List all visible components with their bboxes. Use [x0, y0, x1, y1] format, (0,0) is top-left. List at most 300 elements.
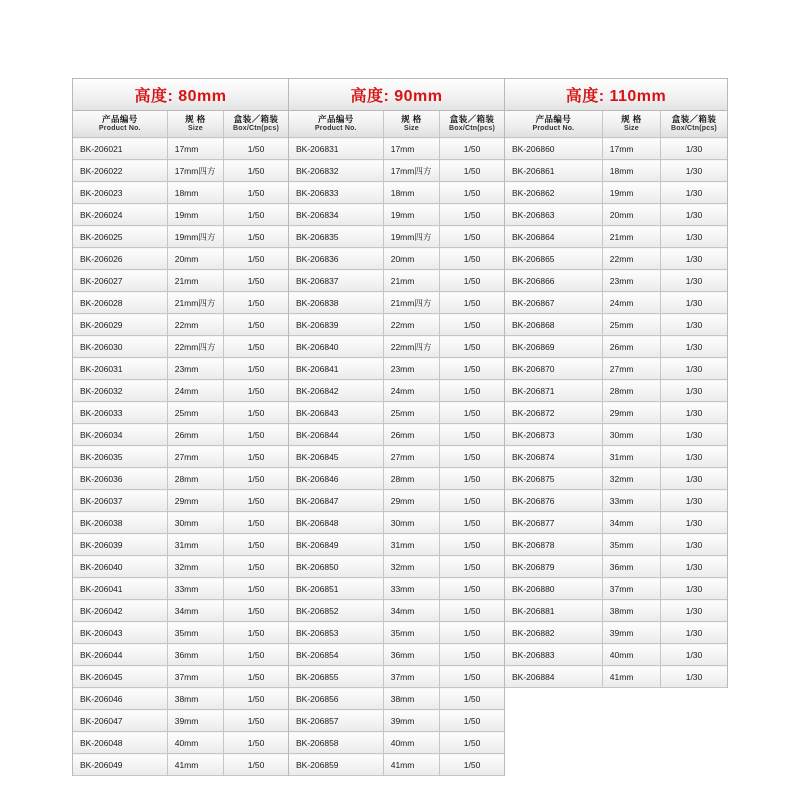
cell-product-no-text: BK-206042 — [80, 605, 123, 616]
cell-size-text: 31mm — [174, 539, 199, 550]
cell-product-no-text: BK-206837 — [296, 275, 339, 286]
cell-product-no — [73, 204, 167, 226]
th-product-no-en: Product No. — [98, 125, 141, 133]
cell-size-text: 33mm — [390, 583, 415, 594]
table-row — [289, 380, 504, 402]
cell-size-text: 22mm四方 — [174, 341, 216, 352]
cell-size-text: 37mm — [174, 671, 199, 682]
cell-box-ctn — [224, 600, 288, 622]
table-row — [289, 270, 504, 292]
cell-size — [167, 710, 223, 732]
cell-product-no — [505, 402, 602, 424]
cell-size — [383, 534, 439, 556]
cell-box-ctn-text: 1/30 — [685, 649, 703, 660]
table-row — [505, 622, 727, 644]
cell-product-no-text: BK-206850 — [296, 561, 339, 572]
cell-box-ctn — [440, 446, 504, 468]
cell-size-text: 17mm — [174, 143, 199, 154]
cell-size — [383, 556, 439, 578]
th-product-no-cn: 产品编号 — [535, 114, 572, 125]
cell-box-ctn — [660, 666, 727, 688]
th-size-cn: 规 格 — [185, 114, 206, 125]
cell-box-ctn — [660, 556, 727, 578]
table-row — [73, 160, 288, 182]
cell-product-no — [505, 160, 602, 182]
spec-table-body-110mm — [505, 138, 727, 688]
cell-box-ctn — [224, 732, 288, 754]
cell-box-ctn-text: 1/50 — [247, 297, 265, 308]
cell-size-text: 27mm — [390, 451, 415, 462]
cell-box-ctn — [440, 534, 504, 556]
cell-size-text: 36mm — [390, 649, 415, 660]
cell-product-no — [289, 534, 383, 556]
cell-product-no-text: BK-206870 — [512, 363, 555, 374]
cell-box-ctn — [440, 490, 504, 512]
th-product-no — [289, 111, 383, 138]
cell-box-ctn-text: 1/30 — [685, 517, 703, 528]
cell-product-no-text: BK-206041 — [80, 583, 123, 594]
cell-size — [167, 732, 223, 754]
cell-box-ctn — [660, 248, 727, 270]
table-row — [73, 424, 288, 446]
cell-size — [383, 468, 439, 490]
cell-box-ctn-text: 1/50 — [247, 759, 265, 770]
cell-box-ctn — [660, 138, 727, 160]
cell-box-ctn — [440, 622, 504, 644]
cell-product-no-text: BK-206030 — [80, 341, 123, 352]
product-spec-sheet — [72, 78, 728, 776]
cell-size-text: 34mm — [609, 517, 634, 528]
cell-product-no-text: BK-206860 — [512, 143, 555, 154]
cell-box-ctn-text: 1/50 — [463, 187, 481, 198]
spec-column-80mm — [72, 78, 289, 776]
table-row — [505, 512, 727, 534]
cell-box-ctn — [440, 424, 504, 446]
cell-size-text: 19mm — [390, 209, 415, 220]
cell-size-text: 19mm — [174, 209, 199, 220]
cell-box-ctn-text: 1/30 — [685, 495, 703, 506]
cell-box-ctn-text: 1/30 — [685, 165, 703, 176]
cell-product-no — [73, 600, 167, 622]
cell-product-no — [505, 226, 602, 248]
cell-box-ctn-text: 1/30 — [685, 341, 703, 352]
cell-size-text: 23mm — [174, 363, 199, 374]
cell-size — [167, 270, 223, 292]
th-product-no-cn: 产品编号 — [102, 114, 138, 125]
cell-size-text: 17mm — [390, 143, 415, 154]
cell-box-ctn — [440, 358, 504, 380]
cell-box-ctn-text: 1/50 — [463, 143, 481, 154]
cell-product-no — [289, 380, 383, 402]
cell-size — [167, 248, 223, 270]
cell-box-ctn — [224, 644, 288, 666]
cell-size — [167, 512, 223, 534]
cell-size — [167, 182, 223, 204]
cell-product-no — [505, 644, 602, 666]
table-row — [289, 204, 504, 226]
column-header-80mm — [73, 79, 288, 111]
cell-product-no — [505, 578, 602, 600]
cell-size-text: 21mm — [390, 275, 415, 286]
cell-box-ctn-text: 1/50 — [463, 759, 481, 770]
cell-size — [383, 204, 439, 226]
cell-size — [602, 138, 660, 160]
cell-box-ctn-text: 1/30 — [685, 231, 703, 242]
spec-table-110mm — [505, 111, 727, 688]
cell-size-text: 20mm — [609, 209, 634, 220]
cell-product-no-text: BK-206879 — [512, 561, 555, 572]
cell-product-no-text: BK-206880 — [512, 583, 555, 594]
cell-box-ctn — [224, 292, 288, 314]
cell-size — [383, 358, 439, 380]
cell-product-no-text: BK-206032 — [80, 385, 123, 396]
cell-product-no-text: BK-206856 — [296, 693, 339, 704]
cell-size-text: 18mm — [390, 187, 415, 198]
cell-product-no — [505, 424, 602, 446]
cell-box-ctn — [660, 270, 727, 292]
cell-size — [383, 600, 439, 622]
cell-size — [383, 754, 439, 776]
cell-box-ctn-text: 1/30 — [685, 209, 703, 220]
spec-table-90mm — [289, 111, 504, 776]
cell-box-ctn-text: 1/50 — [463, 583, 481, 594]
table-row — [73, 468, 288, 490]
cell-product-no — [73, 688, 167, 710]
table-row — [505, 402, 727, 424]
cell-box-ctn — [660, 160, 727, 182]
th-box-ctn — [224, 111, 288, 138]
cell-size — [602, 512, 660, 534]
cell-size-text: 20mm — [390, 253, 415, 264]
cell-box-ctn-text: 1/50 — [463, 649, 481, 660]
column-header-label: 高度: 90mm — [350, 88, 443, 105]
cell-product-no — [289, 622, 383, 644]
cell-product-no — [73, 556, 167, 578]
cell-box-ctn — [440, 468, 504, 490]
cell-box-ctn-text: 1/30 — [685, 275, 703, 286]
cell-product-no — [73, 270, 167, 292]
cell-product-no-text: BK-206842 — [296, 385, 339, 396]
cell-box-ctn — [224, 424, 288, 446]
cell-size — [602, 248, 660, 270]
cell-size-text: 25mm — [390, 407, 415, 418]
spec-column-90mm — [289, 78, 505, 776]
cell-product-no — [73, 468, 167, 490]
cell-product-no — [289, 688, 383, 710]
cell-box-ctn-text: 1/50 — [247, 539, 265, 550]
cell-product-no — [73, 160, 167, 182]
cell-box-ctn-text: 1/50 — [463, 275, 481, 286]
cell-box-ctn — [660, 314, 727, 336]
table-row — [73, 710, 288, 732]
cell-size — [167, 468, 223, 490]
table-row — [289, 644, 504, 666]
cell-box-ctn-text: 1/50 — [247, 319, 265, 330]
cell-box-ctn — [440, 336, 504, 358]
cell-box-ctn — [440, 600, 504, 622]
table-row — [289, 688, 504, 710]
cell-product-no — [505, 534, 602, 556]
cell-product-no-text: BK-206048 — [80, 737, 123, 748]
cell-box-ctn — [660, 512, 727, 534]
table-row — [73, 358, 288, 380]
cell-box-ctn — [440, 666, 504, 688]
table-row — [505, 160, 727, 182]
cell-product-no-text: BK-206843 — [296, 407, 339, 418]
cell-product-no — [505, 182, 602, 204]
cell-size-text: 19mm四方 — [390, 231, 432, 242]
cell-box-ctn — [224, 666, 288, 688]
th-box-ctn-cn: 盒装／箱装 — [233, 114, 279, 125]
cell-box-ctn — [440, 732, 504, 754]
cell-size — [167, 600, 223, 622]
cell-product-no-text: BK-206857 — [296, 715, 339, 726]
cell-box-ctn — [660, 226, 727, 248]
cell-size — [167, 446, 223, 468]
cell-size — [383, 732, 439, 754]
cell-size-text: 34mm — [390, 605, 415, 616]
cell-product-no-text: BK-206036 — [80, 473, 123, 484]
cell-box-ctn-text: 1/30 — [685, 319, 703, 330]
cell-box-ctn-text: 1/30 — [685, 561, 703, 572]
cell-product-no-text: BK-206854 — [296, 649, 339, 660]
cell-box-ctn — [440, 248, 504, 270]
cell-box-ctn-text: 1/50 — [463, 671, 481, 682]
cell-product-no — [505, 292, 602, 314]
cell-size-text: 35mm — [174, 627, 199, 638]
table-row — [73, 490, 288, 512]
table-row — [505, 226, 727, 248]
cell-box-ctn-text: 1/50 — [463, 363, 481, 374]
cell-product-no — [289, 138, 383, 160]
cell-size — [167, 424, 223, 446]
cell-size-text: 30mm — [390, 517, 415, 528]
cell-size — [602, 424, 660, 446]
th-size-cn: 规 格 — [401, 114, 422, 125]
cell-box-ctn-text: 1/50 — [463, 605, 481, 616]
cell-product-no — [505, 666, 602, 688]
cell-box-ctn — [660, 336, 727, 358]
cell-product-no — [505, 336, 602, 358]
table-row — [505, 336, 727, 358]
cell-box-ctn-text: 1/50 — [463, 495, 481, 506]
cell-product-no — [289, 446, 383, 468]
cell-product-no-text: BK-206031 — [80, 363, 123, 374]
cell-size — [383, 402, 439, 424]
th-box-ctn-en: Box/Ctn(pcs) — [449, 125, 496, 133]
cell-product-no-text: BK-206045 — [80, 671, 123, 682]
cell-product-no-text: BK-206047 — [80, 715, 123, 726]
table-row — [289, 622, 504, 644]
cell-box-ctn-text: 1/50 — [463, 693, 481, 704]
cell-box-ctn-text: 1/50 — [463, 385, 481, 396]
cell-product-no-text: BK-206865 — [512, 253, 555, 264]
cell-product-no-text: BK-206838 — [296, 297, 339, 308]
cell-product-no-text: BK-206858 — [296, 737, 339, 748]
cell-product-no-text: BK-206861 — [512, 165, 555, 176]
cell-size — [602, 314, 660, 336]
table-row — [289, 402, 504, 424]
cell-size — [602, 402, 660, 424]
cell-box-ctn — [224, 490, 288, 512]
cell-size-text: 35mm — [609, 539, 634, 550]
cell-product-no — [73, 512, 167, 534]
cell-box-ctn-text: 1/30 — [685, 583, 703, 594]
table-row — [73, 446, 288, 468]
table-row — [505, 424, 727, 446]
cell-product-no-text: BK-206851 — [296, 583, 339, 594]
table-row — [505, 446, 727, 468]
cell-size-text: 32mm — [174, 561, 199, 572]
cell-size — [383, 688, 439, 710]
cell-size-text: 21mm — [174, 275, 199, 286]
cell-size — [383, 270, 439, 292]
cell-box-ctn-text: 1/50 — [247, 583, 265, 594]
cell-product-no — [73, 138, 167, 160]
table-row — [505, 578, 727, 600]
table-row — [73, 336, 288, 358]
table-row — [73, 534, 288, 556]
cell-size — [602, 182, 660, 204]
cell-product-no-text: BK-206881 — [512, 605, 555, 616]
cell-product-no-text: BK-206038 — [80, 517, 123, 528]
cell-box-ctn-text: 1/50 — [247, 187, 265, 198]
spec-table-body-80mm — [73, 138, 288, 776]
cell-box-ctn — [660, 578, 727, 600]
cell-product-no — [73, 380, 167, 402]
cell-box-ctn-text: 1/50 — [463, 539, 481, 550]
cell-box-ctn — [224, 534, 288, 556]
cell-product-no — [289, 556, 383, 578]
cell-box-ctn — [440, 292, 504, 314]
table-row — [289, 292, 504, 314]
cell-size — [383, 512, 439, 534]
cell-product-no — [73, 358, 167, 380]
cell-product-no — [73, 710, 167, 732]
cell-size — [602, 666, 660, 688]
table-row — [505, 468, 727, 490]
cell-size — [167, 622, 223, 644]
table-row — [289, 424, 504, 446]
cell-product-no-text: BK-206035 — [80, 451, 123, 462]
cell-size-text: 20mm — [174, 253, 199, 264]
cell-size — [602, 446, 660, 468]
cell-product-no — [289, 600, 383, 622]
cell-size — [602, 556, 660, 578]
th-box-ctn-cn: 盒装／箱装 — [671, 114, 717, 125]
cell-box-ctn — [224, 204, 288, 226]
cell-box-ctn-text: 1/50 — [247, 165, 265, 176]
cell-product-no — [289, 402, 383, 424]
cell-product-no-text: BK-206876 — [512, 495, 555, 506]
cell-box-ctn-text: 1/30 — [685, 253, 703, 264]
cell-size-text: 27mm — [174, 451, 199, 462]
cell-product-no — [505, 512, 602, 534]
th-product-no — [73, 111, 167, 138]
cell-box-ctn — [660, 424, 727, 446]
cell-box-ctn-text: 1/30 — [685, 671, 703, 682]
table-row — [73, 402, 288, 424]
cell-size — [167, 226, 223, 248]
cell-size — [383, 424, 439, 446]
cell-product-no — [505, 468, 602, 490]
cell-box-ctn — [224, 512, 288, 534]
cell-product-no-text: BK-206846 — [296, 473, 339, 484]
cell-product-no — [73, 644, 167, 666]
table-row — [289, 358, 504, 380]
cell-box-ctn-text: 1/50 — [247, 649, 265, 660]
table-row — [73, 512, 288, 534]
cell-box-ctn-text: 1/50 — [247, 407, 265, 418]
cell-size-text: 19mm四方 — [174, 231, 216, 242]
cell-product-no-text: BK-206867 — [512, 297, 555, 308]
cell-box-ctn-text: 1/50 — [463, 451, 481, 462]
cell-box-ctn-text: 1/50 — [463, 473, 481, 484]
cell-box-ctn-text: 1/50 — [247, 473, 265, 484]
cell-product-no — [289, 490, 383, 512]
table-row — [73, 248, 288, 270]
cell-size-text: 28mm — [174, 473, 199, 484]
cell-box-ctn — [440, 512, 504, 534]
table-row — [289, 314, 504, 336]
cell-box-ctn — [440, 160, 504, 182]
cell-box-ctn-text: 1/50 — [247, 561, 265, 572]
cell-size — [383, 292, 439, 314]
cell-product-no — [73, 490, 167, 512]
cell-box-ctn-text: 1/50 — [247, 253, 265, 264]
cell-size-text: 41mm — [609, 671, 634, 682]
th-product-no-en: Product No. — [532, 125, 575, 133]
th-size-en: Size — [623, 125, 639, 133]
cell-box-ctn — [224, 226, 288, 248]
cell-size — [602, 336, 660, 358]
cell-box-ctn — [440, 556, 504, 578]
cell-size — [383, 160, 439, 182]
cell-size — [167, 666, 223, 688]
cell-size — [602, 490, 660, 512]
spec-column-110mm — [505, 78, 728, 688]
cell-box-ctn-text: 1/50 — [463, 715, 481, 726]
cell-box-ctn-text: 1/50 — [463, 209, 481, 220]
cell-product-no-text: BK-206049 — [80, 759, 123, 770]
table-row — [289, 512, 504, 534]
cell-box-ctn — [440, 182, 504, 204]
cell-size — [383, 380, 439, 402]
cell-size — [167, 644, 223, 666]
cell-box-ctn — [224, 622, 288, 644]
cell-product-no-text: BK-206835 — [296, 231, 339, 242]
cell-product-no — [505, 248, 602, 270]
cell-size — [602, 600, 660, 622]
th-box-ctn-en: Box/Ctn(pcs) — [233, 125, 280, 133]
cell-product-no — [73, 534, 167, 556]
cell-box-ctn — [224, 468, 288, 490]
cell-size-text: 29mm — [609, 407, 634, 418]
cell-box-ctn-text: 1/50 — [247, 341, 265, 352]
table-row — [73, 226, 288, 248]
cell-product-no — [289, 732, 383, 754]
cell-product-no — [73, 578, 167, 600]
cell-box-ctn — [440, 578, 504, 600]
cell-size-text: 32mm — [609, 473, 634, 484]
cell-product-no-text: BK-206026 — [80, 253, 123, 264]
cell-size — [602, 204, 660, 226]
cell-size-text: 24mm — [609, 297, 634, 308]
cell-box-ctn-text: 1/30 — [685, 297, 703, 308]
cell-box-ctn — [440, 688, 504, 710]
cell-size — [602, 226, 660, 248]
table-row — [289, 578, 504, 600]
